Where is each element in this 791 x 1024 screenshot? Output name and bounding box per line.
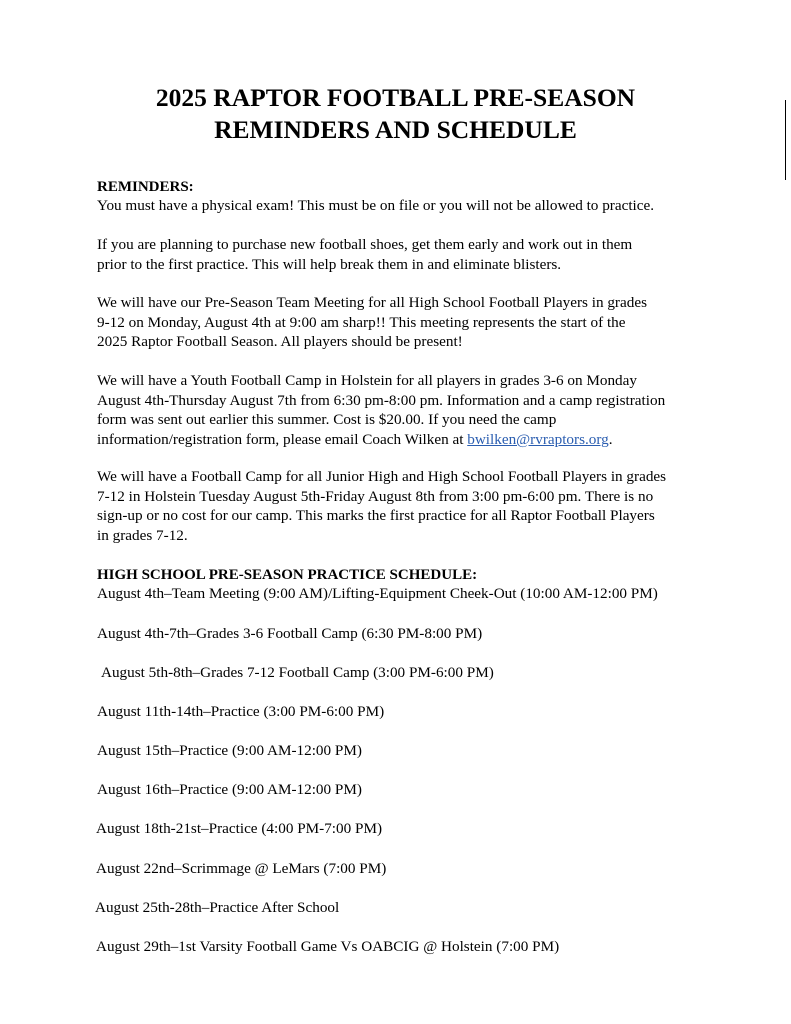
page-title — [0, 82, 791, 146]
paragraph-line: We will have a Youth Football Camp in Holstein for all players in grades 3-6 on Monday — [97, 372, 637, 389]
reminder-football-shoes — [97, 235, 707, 274]
paragraph-line: 7-12 in Holstein Tuesday August 5th-Friday August 8th from 3:00 pm-6:00 pm. There is no — [97, 487, 654, 505]
paragraph-line: prior to the first practice. This will help break them in and eliminate blisters. — [97, 255, 562, 273]
schedule-item: August 29th–1st Varsity Football Game Vs OABCIG @ Holstein (7:00 PM) — [96, 938, 560, 955]
margin-mark — [785, 100, 786, 180]
reminder-football-camp — [97, 467, 707, 545]
paragraph-line: If you are planning to purchase new football shoes, get them early and work out in them — [97, 236, 633, 253]
schedule-item: August 5th-8th–Grades 7-12 Football Camp (3:00 PM-6:00 PM) — [101, 664, 494, 681]
paragraph-line: in grades 7-12. — [97, 526, 188, 544]
schedule-item: August 16th–Practice (9:00 AM-12:00 PM) — [97, 781, 362, 798]
paragraph-line — [97, 430, 707, 450]
schedule-item: August 4th-7th–Grades 3-6 Football Camp (6:30 PM-8:00 PM) — [97, 625, 483, 642]
schedule-item: August 25th-28th–Practice After School — [95, 899, 340, 916]
reminder-team-meeting — [97, 293, 707, 352]
paragraph-line: We will have a Football Camp for all Junior High and High School Football Players in grades — [97, 468, 667, 485]
email-suffix-text: . — [608, 430, 613, 448]
coach-email-link[interactable]: bwilken@rvraptors.org — [467, 430, 609, 448]
paragraph-line: We will have our Pre-Season Team Meeting for all High School Football Players in grades — [97, 294, 647, 311]
paragraph-line: August 4th-Thursday August 7th from 6:30 pm-8:00 pm. Information and a camp registration — [97, 391, 666, 409]
paragraph-line: 9-12 on Monday, August 4th at 9:00 am sharp!! This meeting represents the start of the — [97, 313, 626, 331]
paragraph-line: You must have a physical exam! This must be on file or you will not be allowed to practice. — [97, 197, 655, 214]
reminders-heading: REMINDERS: — [97, 179, 194, 195]
schedule-item: August 4th–Team Meeting (9:00 AM)/Lifting-Equipment Cheek-Out (10:00 AM-12:00 PM) — [97, 585, 658, 602]
title-line-1: 2025 RAPTOR FOOTBALL PRE-SEASON — [155, 83, 636, 112]
schedule-item: August 18th-21st–Practice (4:00 PM-7:00 PM) — [96, 820, 383, 837]
title-line-2: REMINDERS AND SCHEDULE — [214, 115, 577, 144]
schedule-item: August 22nd–Scrimmage @ LeMars (7:00 PM) — [96, 860, 387, 877]
schedule-item: August 15th–Practice (9:00 AM-12:00 PM) — [97, 742, 362, 759]
reminder-youth-camp — [97, 371, 707, 449]
reminder-physical-exam — [97, 196, 707, 216]
email-prefix-text: information/registration form, please email Coach Wilken at — [97, 430, 468, 448]
schedule-item: August 11th-14th–Practice (3:00 PM-6:00 PM) — [97, 703, 385, 720]
schedule-heading: HIGH SCHOOL PRE-SEASON PRACTICE SCHEDULE: — [97, 567, 478, 583]
paragraph-line: 2025 Raptor Football Season. All players should be present! — [97, 333, 463, 351]
paragraph-line: form was sent out earlier this summer. Cost is $20.00. If you need the camp — [97, 411, 557, 429]
paragraph-line: sign-up or no cost for our camp. This marks the first practice for all Raptor Football Players — [97, 507, 655, 525]
